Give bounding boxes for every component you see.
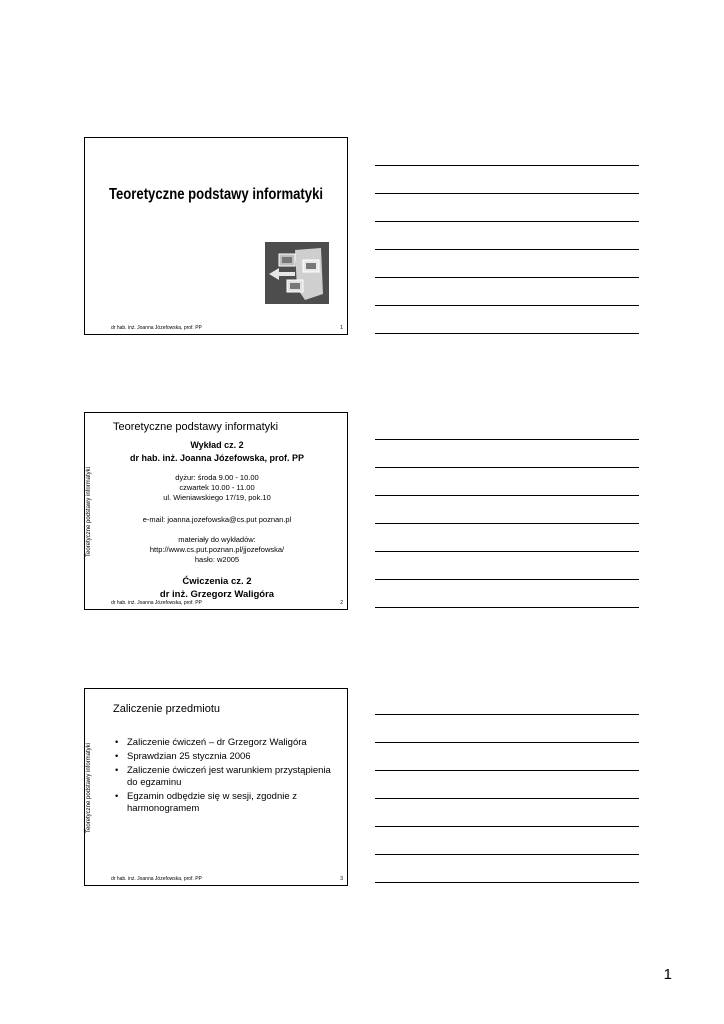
slide-number: 2	[340, 600, 343, 606]
note-line	[375, 249, 639, 250]
list-item-text: Zaliczenie ćwiczeń jest warunkiem przystąpienia do egzaminu	[127, 765, 331, 788]
email-text: e-mail: joanna.jozefowska@cs.put poznan.pl	[142, 515, 292, 524]
side-label-text: Teoretyczne podstawy informatyki	[86, 742, 93, 834]
list-item	[115, 737, 340, 749]
slide-number: 3	[340, 876, 343, 882]
note-line	[375, 770, 639, 771]
footer-author: dr hab. inż. Joanna Józefowska, prof. PP	[111, 876, 202, 882]
note-line	[375, 467, 639, 468]
note-line	[375, 798, 639, 799]
note-line	[375, 193, 639, 194]
list-item-text: Zaliczenie ćwiczeń – dr Grzegorz Waligóra	[127, 737, 307, 748]
duty-hours-1: dyżur: środa 9.00 - 10.00	[175, 473, 259, 482]
slide-1	[84, 137, 348, 335]
exercises-lecturer: dr inż. Grzegorz Waligóra	[159, 589, 275, 600]
list-item	[115, 791, 340, 815]
materials-label: materiały do wykładów:	[178, 535, 256, 544]
bullet-icon: •	[115, 765, 119, 776]
slide-number: 1	[340, 325, 343, 331]
slide-header: Teoretyczne podstawy informatyki	[113, 421, 279, 433]
slide-2	[84, 412, 348, 610]
computer-network-icon	[265, 242, 329, 304]
bullet-icon: •	[115, 791, 119, 802]
list-item-text: Egzamin odbędzie się w sesji, zgodnie z harmonogramem	[127, 791, 298, 814]
footer-author: dr hab. inż. Joanna Józefowska, prof. PP	[111, 325, 202, 331]
note-line	[375, 826, 639, 827]
note-line	[375, 579, 639, 580]
note-line	[375, 495, 639, 496]
side-label-text: Teoretyczne podstawy informatyki	[86, 466, 93, 558]
exercises-title: Ćwiczenia cz. 2	[182, 576, 252, 587]
lecturer-name: dr hab. inż. Joanna Józefowska, prof. PP	[129, 453, 305, 463]
note-line	[375, 607, 639, 608]
note-line	[375, 333, 639, 334]
slide-title: Teoretyczne podstawy informatyki	[108, 186, 324, 203]
note-line	[375, 165, 639, 166]
bullet-icon: •	[115, 737, 119, 748]
note-line	[375, 305, 639, 306]
bullet-icon: •	[115, 751, 119, 762]
side-label	[84, 413, 94, 611]
list-item-text: Sprawdzian 25 stycznia 2006	[127, 751, 251, 762]
note-line	[375, 277, 639, 278]
page-number: 1	[663, 966, 672, 983]
note-line	[375, 742, 639, 743]
office-address: ul. Wieniawskiego 17/19, pok.10	[163, 493, 271, 502]
note-line	[375, 551, 639, 552]
note-line	[375, 854, 639, 855]
note-line	[375, 882, 639, 883]
bullet-list	[115, 737, 340, 817]
slide-header: Zaliczenie przedmiotu	[113, 703, 220, 715]
note-line	[375, 714, 639, 715]
materials-password: hasło: w2005	[194, 555, 240, 564]
footer-author: dr hab. inż. Joanna Józefowska, prof. PP	[111, 600, 202, 606]
materials-url: http://www.cs.put.poznan.pl/jjozefowska/	[149, 545, 285, 554]
side-label	[84, 689, 94, 887]
note-line	[375, 439, 639, 440]
lecture-title: Wykład cz. 2	[190, 440, 244, 450]
list-item	[115, 765, 340, 789]
note-line	[375, 523, 639, 524]
note-line	[375, 221, 639, 222]
list-item	[115, 751, 340, 763]
slide-3	[84, 688, 348, 886]
duty-hours-2: czwartek 10.00 - 11.00	[179, 483, 255, 492]
